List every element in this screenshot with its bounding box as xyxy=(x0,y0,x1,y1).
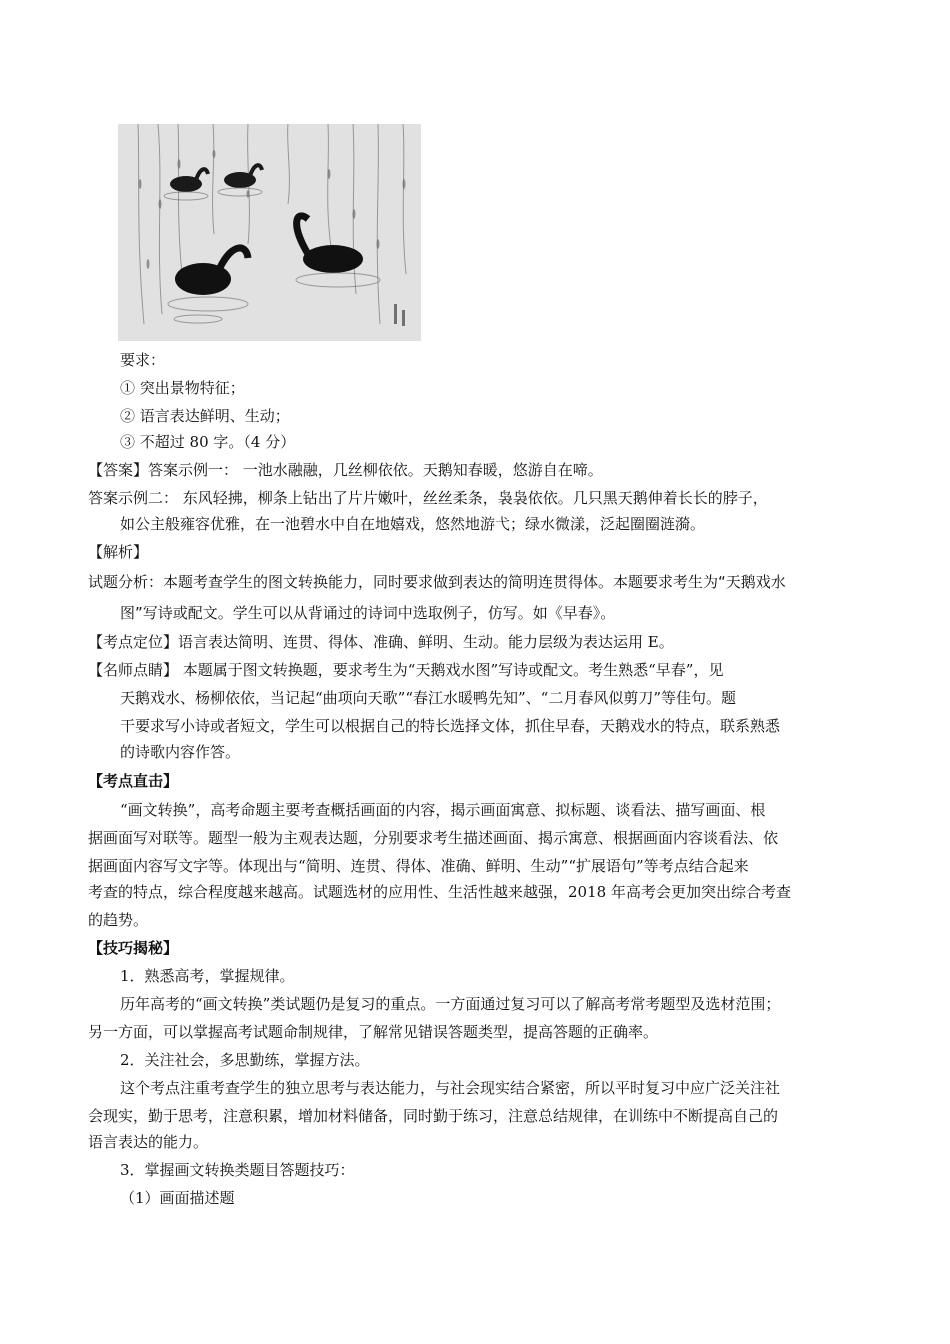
section-heading-direct: 【考点直击】 xyxy=(88,772,179,790)
paragraph-line: 语言表达的能力。 xyxy=(88,1133,209,1151)
paragraph-line: 据画面内容写文字等。体现出与“简明、连贯、得体、准确、鲜明、生动”“扩展语句”等考点结合起来 xyxy=(88,857,749,875)
teacher-tips-line-1: 【名师点睛】 本题属于图文转换题，要求考生为“天鹅戏水图”写诗或配文。考生熟悉“早春”，见 xyxy=(88,661,724,679)
subsection-title: 3．掌握画文转换类题目答题技巧： xyxy=(120,1161,355,1179)
analysis-line-2: 图”写诗或配文。学生可以从背诵过的诗词中选取例子，仿写。如《早春》。 xyxy=(120,604,616,622)
analysis-line-1: 试题分析：本题考查学生的图文转换能力，同时要求做到表达的简明连贯得体。本题要求考生为“天鹅戏水 xyxy=(88,573,786,591)
answer-tag: 【答案】 xyxy=(88,461,149,479)
answer-line-1 xyxy=(88,460,603,480)
paragraph-line: “画文转换”，高考命题主要考查概括画面的内容，揭示画面寓意、拟标题、谈看法、描写画面、根 xyxy=(120,801,766,819)
swan-painting-image xyxy=(118,124,421,341)
paragraph-line: 的趋势。 xyxy=(88,911,149,929)
requirement-item: ② 语言表达鲜明、生动； xyxy=(120,407,290,425)
subsection-title: 1．熟悉高考，掌握规律。 xyxy=(120,967,295,985)
teacher-tips-line-3: 干要求写小诗或者短文，学生可以根据自己的特长选择文体，抓住早春，天鹅戏水的特点，联系熟悉 xyxy=(120,717,781,735)
subsection-title: 2．关注社会，多思勤练，掌握方法。 xyxy=(120,1051,370,1069)
requirement-item: ③ 不超过 80 字。（4 分） xyxy=(120,433,296,451)
requirements-label: 要求： xyxy=(120,351,166,369)
paragraph-line: 会现实，勤于思考，注意积累，增加材料储备，同时勤于练习，注意总结规律，在训练中不断提高自己的 xyxy=(88,1107,779,1125)
teacher-tips-line-2: 天鹅戏水、杨柳依依，当记起“曲项向天歌”“春江水暖鸭先知”、“二月春风似剪刀”等佳句。题 xyxy=(120,689,737,707)
answer-example-2-line-2: 如公主般雍容优雅，在一池碧水中自在地嬉戏，悠然地游弋；绿水微漾，泛起圈圈涟漪。 xyxy=(120,515,706,533)
analysis-tag: 【解析】 xyxy=(88,543,149,561)
requirement-item: ① 突出景物特征； xyxy=(120,379,245,397)
paragraph-line: 这个考点注重考查学生的独立思考与表达能力，与社会现实结合紧密，所以平时复习中应广泛关注社 xyxy=(120,1079,781,1097)
paragraph-line: 据画面写对联等。题型一般为主观表达题，分别要求考生描述画面、揭示寓意、根据画面内容谈看法、依 xyxy=(88,829,779,847)
subsection-subtitle: （1）画面描述题 xyxy=(120,1189,235,1207)
section-heading-secrets: 【技巧揭秘】 xyxy=(88,939,179,957)
paragraph-line: 历年高考的“画文转换”类试题仍是复习的重点。一方面通过复习可以了解高考常考题型及选材范围； xyxy=(120,995,781,1013)
teacher-tips-line-4: 的诗歌内容作答。 xyxy=(120,743,241,761)
paragraph-line: 另一方面，可以掌握高考试题命制规律，了解常见错误答题类型，提高答题的正确率。 xyxy=(88,1023,659,1041)
answer-example-2-line-1: 答案示例二： 东风轻拂，柳条上钻出了片片嫩叶，丝丝柔条，袅袅依依。几只黑天鹅伸着长长的脖子， xyxy=(88,489,768,507)
paragraph-line: 考查的特点，综合程度越来越高。试题选材的应用性、生活性越来越强，2018 年高考会更加突出综合考查 xyxy=(88,883,791,901)
exam-point-position: 【考点定位】语言表达简明、连贯、得体、准确、鲜明、生动。能力层级为表达运用 E。 xyxy=(88,633,674,651)
answer-example-1: 答案示例一： 一池水融融，几丝柳依依。天鹅知春暖，悠游自在啼。 xyxy=(148,461,603,479)
